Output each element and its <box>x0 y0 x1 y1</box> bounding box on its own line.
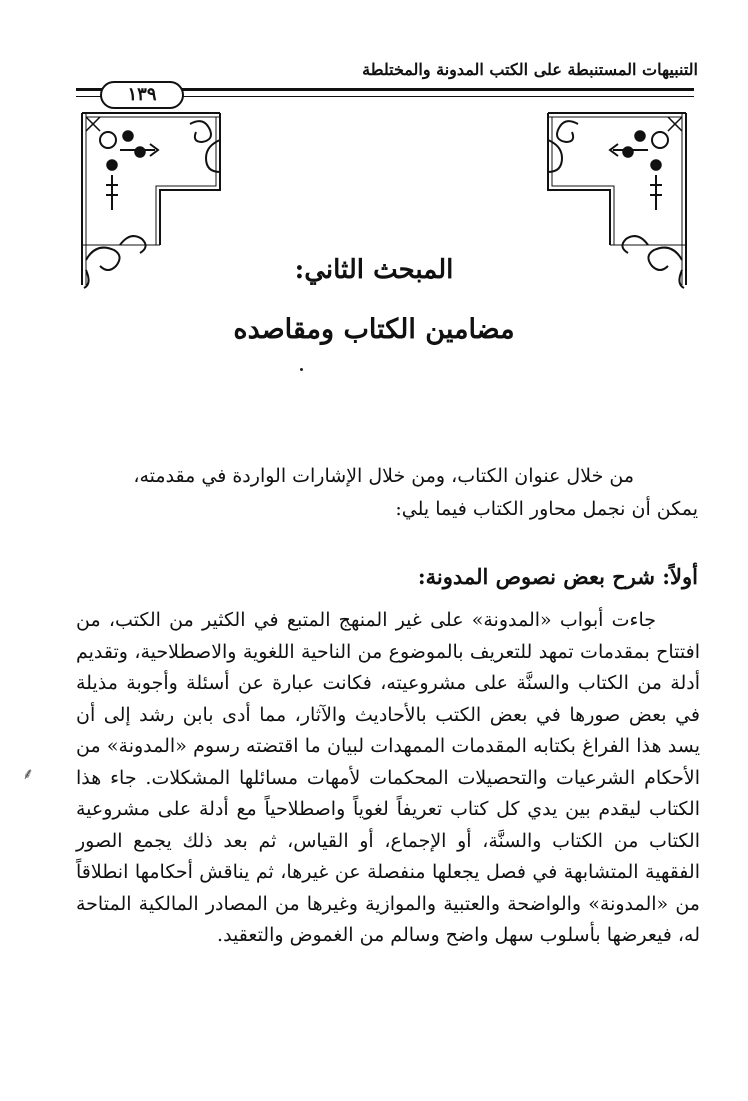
page-number: ١٣٩ <box>100 81 184 109</box>
intro-line-1: من خلال عنوان الكتاب، ومن خلال الإشارات الواردة في مقدمته، <box>133 465 634 487</box>
intro-line-2: يمكن أن نجمل محاور الكتاب فيما يلي: <box>395 498 698 520</box>
running-header: التنبيهات المستنبطة على الكتب المدونة والمختلطة <box>362 60 698 79</box>
intro-paragraph <box>76 460 698 526</box>
body-paragraph: جاءت أبواب «المدونة» على غير المنهج المتبع في الكثير من الكتب، من افتتاح بمقدمات تمهد للتعريف بالموضوع من الناحية اللغوية والاصطلاحية، وتقديم أدلة من الكتاب والسنَّة على مشروعيته، فكانت عبارة عن أسئلة وأجوبة مذيلة في بعض صورها في بعض الكتب بالأحاديث والآثار، مما أدى بابن رشد إلى أن يسد هذا الفراغ بكتابه المقدمات الممهدات لبيان ما اقتضته رسوم «المدونة» من الأحكام الشرعيات والتحصيلات المحكمات لأمهات مسائلها المشكلات. جاء هذا الكتاب ليقدم بين يدي كل كتاب تعريفاً لغوياً واصطلاحياً مع أدلة على مشروعية الكتاب من الكتاب والسنَّة، أو الإجماع، أو القياس، ثم بعد ذلك يجمع الصور الفقهية المتشابهة في فصل يجعلها منفصلة عن غيرها، ثم يناقش أحكامها انطلاقاً من «المدونة» والواضحة والعتبية والموازية وغيرها من المصادر المالكية المتاحة له، فيعرضها بأسلوب سهل واضح وسالم من الغموض والتعقيد. <box>76 609 700 946</box>
section-title: المبحث الثاني: <box>294 255 454 285</box>
stray-mark: ⸙ <box>22 764 35 783</box>
section-subtitle: مضامين الكتاب ومقاصده <box>233 314 515 345</box>
part-heading: أولاً: شرح بعض نصوص المدونة: <box>417 564 698 589</box>
body-text <box>76 605 700 952</box>
decorative-dot <box>300 368 303 371</box>
